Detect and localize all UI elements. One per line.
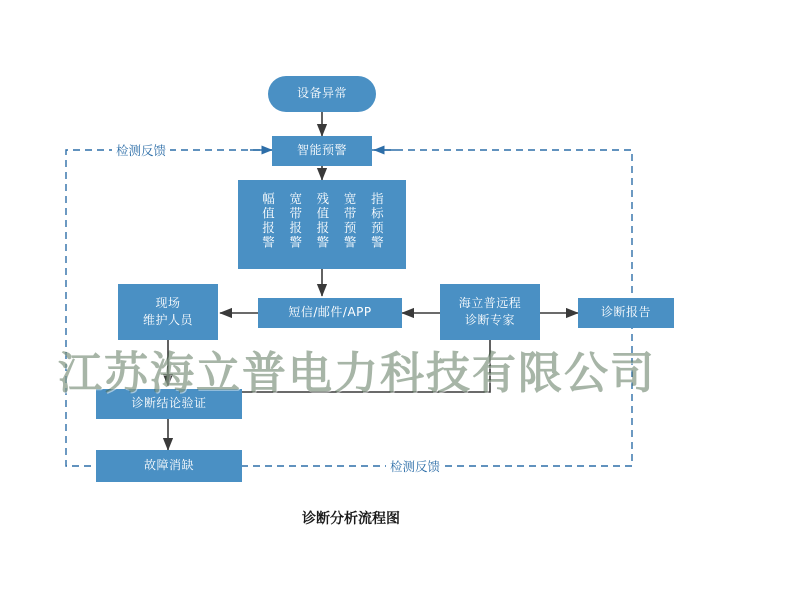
node-label: 短信/邮件/APP (288, 305, 372, 320)
node-conclusion-verification[interactable] (96, 389, 242, 419)
node-smart-warning[interactable] (272, 136, 372, 166)
node-label-line1: 现场 (155, 295, 181, 310)
edge-label-feedback-bottom: 检测反馈 (386, 457, 444, 475)
node-label: 诊断结论验证 (131, 396, 207, 411)
node-device-abnormal[interactable] (268, 76, 376, 112)
edge-label-feedback-top: 检测反馈 (112, 141, 170, 159)
node-label: 诊断报告 (600, 305, 651, 320)
node-label: 故障消缺 (143, 458, 194, 473)
node-fault-elimination[interactable] (96, 450, 242, 482)
alarm-column-residual: 残值报警 (314, 192, 330, 250)
alarm-types-block[interactable] (238, 180, 406, 269)
alarm-column-broadband-pre: 宽带预警 (342, 192, 358, 250)
node-label: 智能预警 (296, 143, 347, 158)
node-site-maintenance-staff[interactable] (118, 284, 218, 340)
node-label: 设备异常 (296, 86, 347, 101)
watermark-company-name: 江苏海立普电力科技有限公司 (58, 348, 656, 399)
node-label-line2: 诊断专家 (464, 313, 515, 327)
node-label-line2: 维护人员 (142, 313, 193, 327)
node-diagnosis-report[interactable] (578, 298, 674, 328)
node-sms-mail-app[interactable] (258, 298, 402, 328)
diagram-caption: 诊断分析流程图 (302, 511, 400, 527)
node-label-line1: 海立普远程 (458, 295, 522, 310)
alarm-column-amplitude: 幅值报警 (260, 192, 276, 250)
node-remote-diagnosis-expert[interactable] (440, 284, 540, 340)
alarm-column-broadband: 宽带报警 (287, 192, 303, 250)
alarm-column-index-pre: 指标预警 (369, 192, 385, 250)
